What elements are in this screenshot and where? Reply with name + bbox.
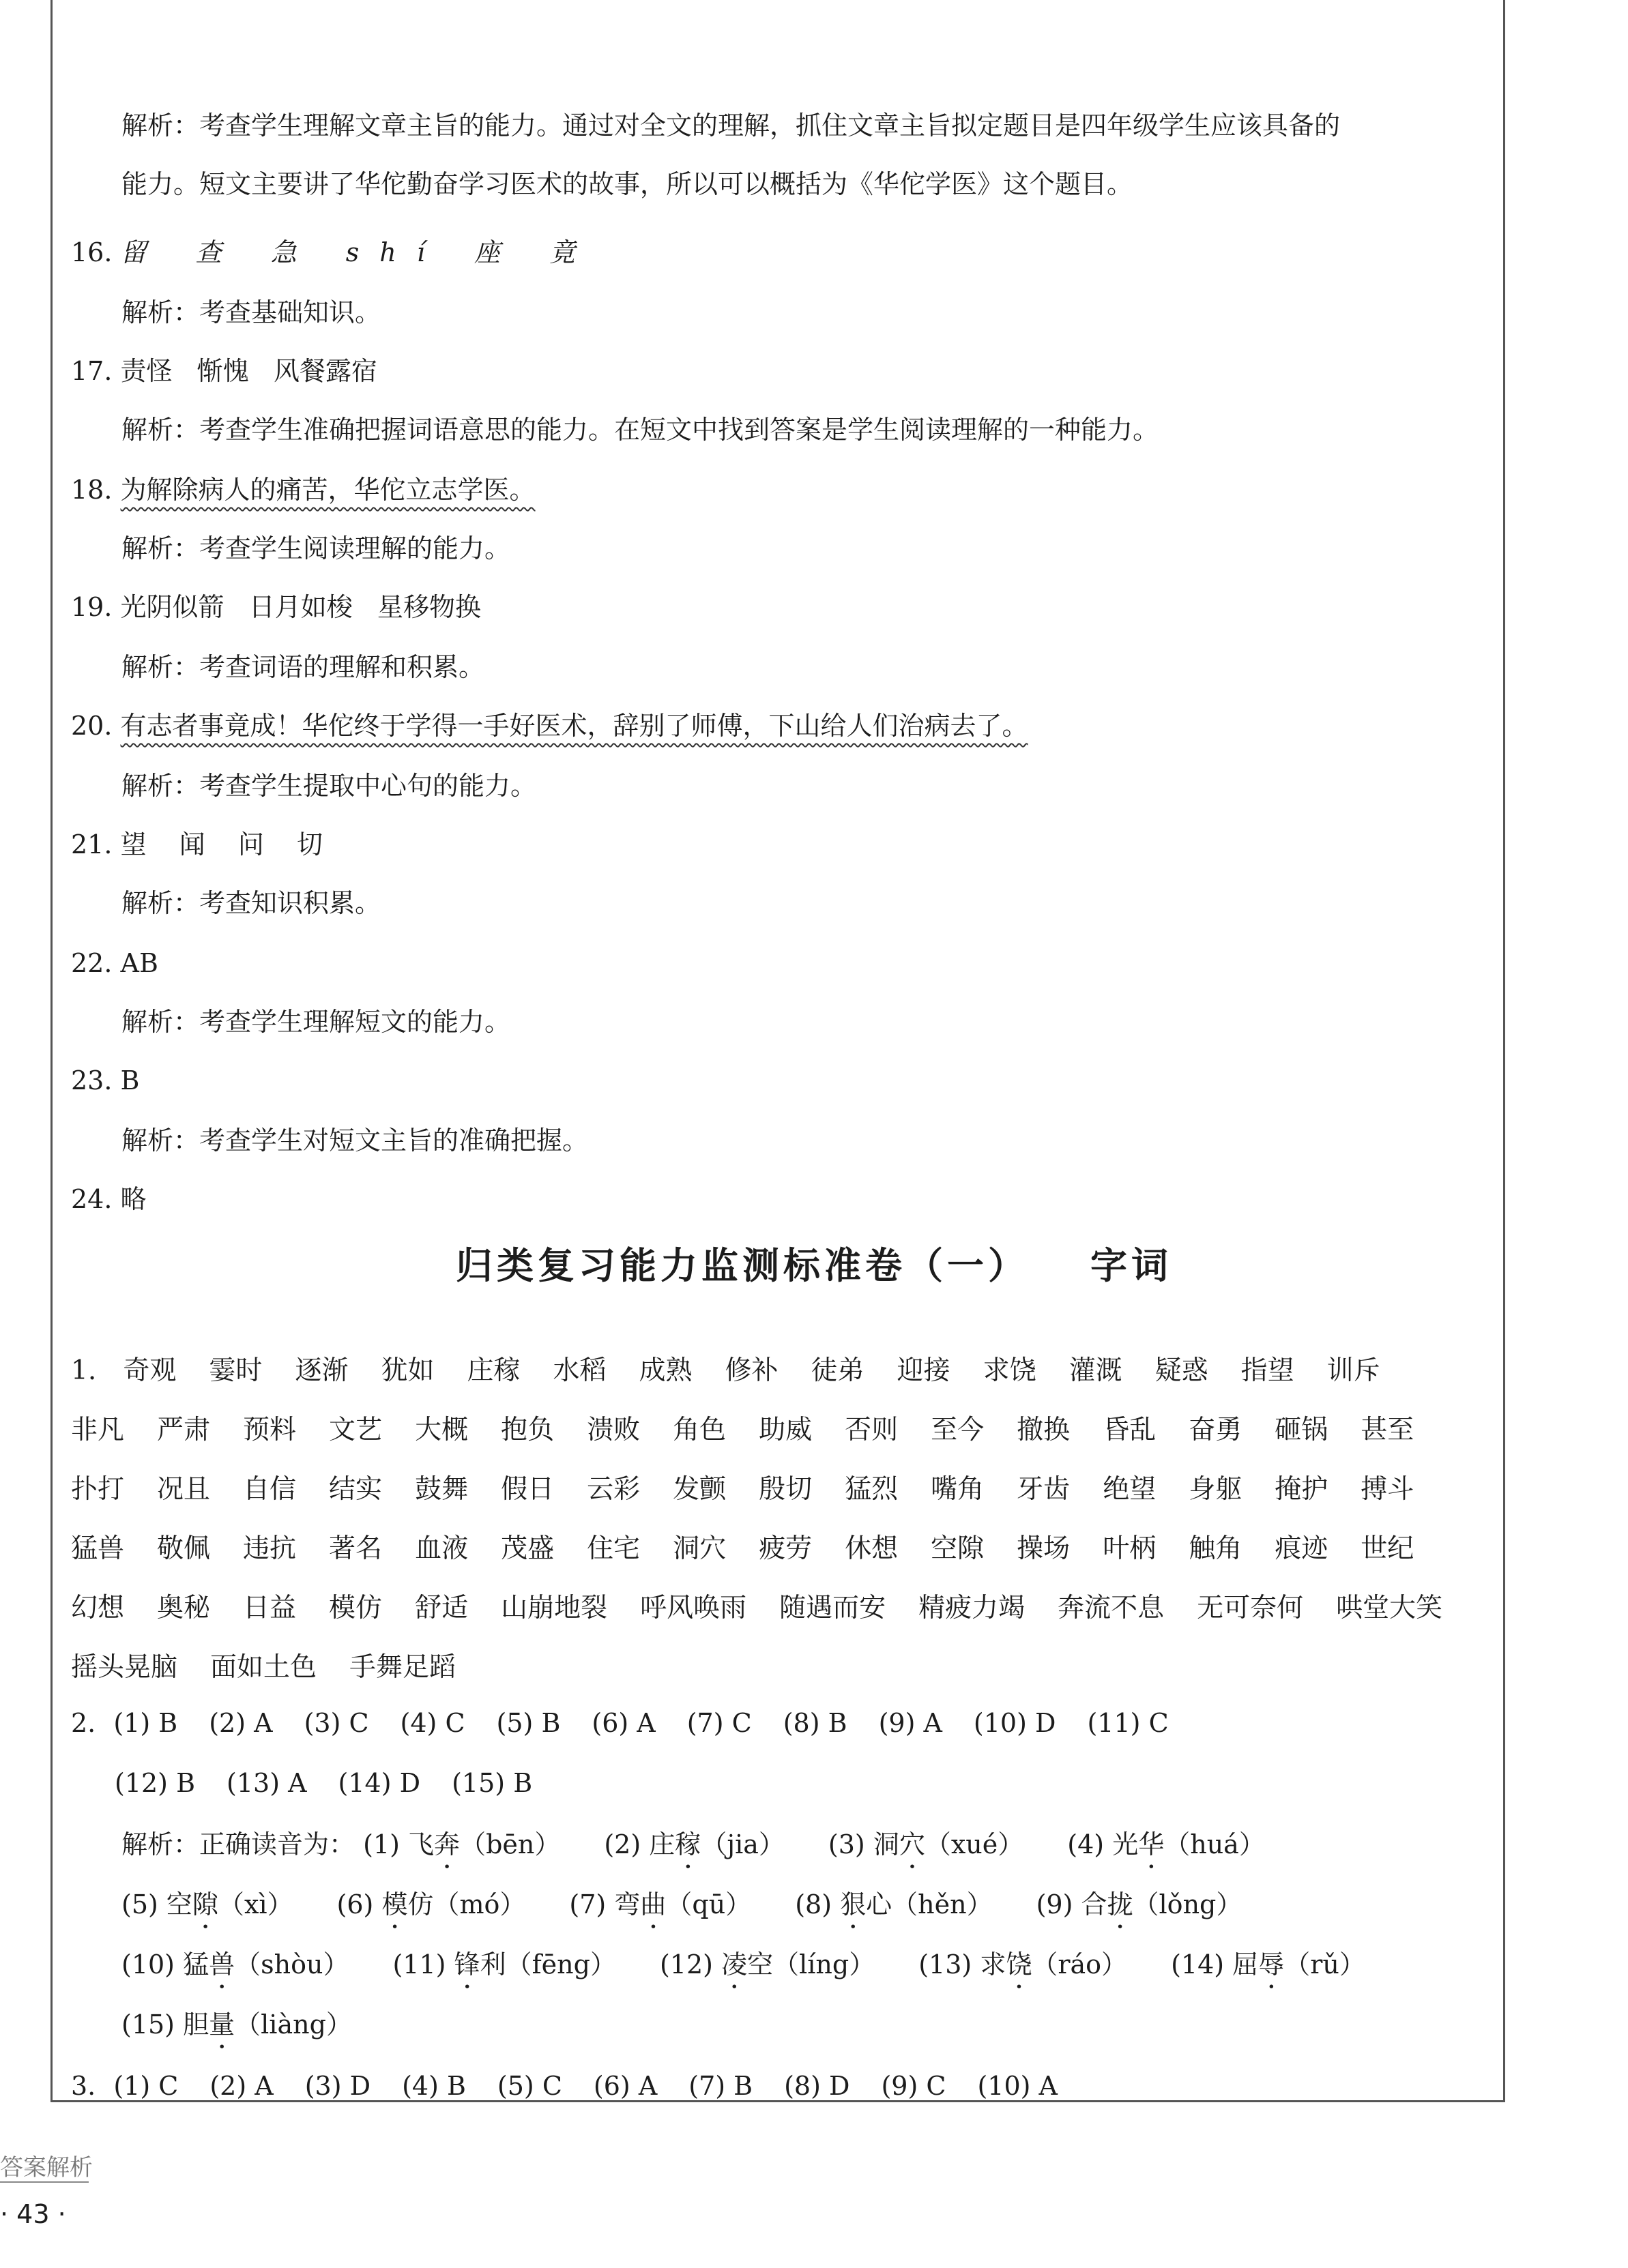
reading-char: 空 [747,1949,774,1979]
word-item: 敬佩 [157,1533,211,1564]
reading-char: 猛 [183,1949,209,1979]
word-item: 住宅 [587,1533,641,1564]
word-item: 模仿 [329,1593,383,1623]
reading-char: 飞 [408,1829,435,1859]
q22-answer: AB [120,948,158,978]
word-item: 预料 [243,1415,297,1445]
q3-answers [71,2068,1089,2104]
word-item: 无可奈何 [1197,1593,1304,1623]
word-item: 云彩 [587,1474,641,1505]
q19-line [71,589,481,625]
q24-line [71,1181,147,1217]
word-item: 舒适 [415,1593,469,1623]
reading-dotted-char: 锋 [454,1949,480,1979]
reading-char: 求 [980,1949,1006,1979]
reading-num: (4) [1067,1829,1105,1859]
word-item: 绝望 [1103,1474,1157,1505]
word-item: 犹如 [381,1355,435,1386]
reading-item [121,1994,352,2055]
q16-line [71,235,596,270]
q24-num: 24. [71,1184,113,1214]
reading-item [363,1814,560,1874]
word-item: 猛烈 [845,1474,899,1505]
q19-num: 19. [71,592,113,622]
reading-item [828,1814,1023,1874]
word-item: 严肃 [157,1415,211,1445]
word-item: 幻想 [71,1593,125,1623]
q2-answer: (10) D [973,1708,1056,1738]
q2-answer: (11) C [1087,1708,1169,1738]
word-item: 洞穴 [673,1533,727,1564]
reading-dotted-char: 拢 [1107,1889,1133,1919]
q3-answer: (4) B [402,2071,466,2101]
reading-item [121,1934,349,1994]
q17-analysis: 解析：考查学生准确把握词语意思的能力。在短文中找到答案是学生阅读理解的一种能力。 [121,415,1159,445]
word-item: 求饶 [983,1355,1036,1386]
word-item: 疑惑 [1154,1355,1208,1386]
q15-analysis-cont: 能力。短文主要讲了华佗勤奋学习医术的故事，所以可以概括为《华佗学医》这个题目。 [121,169,1133,199]
q2-num: 2. [71,1708,96,1738]
word-item: 助威 [759,1415,813,1445]
reading-pinyin: （jia） [701,1829,785,1859]
word-item: 修补 [725,1355,779,1386]
q18-answer: 为解除病人的痛苦，华佗立志学医。 [120,475,536,505]
q24-answer: 略 [120,1184,147,1214]
word-item: 牙齿 [1017,1474,1071,1505]
reading-dotted-char: 凌 [721,1949,748,1979]
q20-line [71,708,1028,743]
reading-num: (14) [1171,1949,1225,1979]
reading-item [121,1874,293,1934]
word-item: 手舞足蹈 [349,1652,456,1683]
word-item: 疲劳 [759,1533,813,1564]
reading-char: 仿 [407,1889,434,1919]
word-item: 逐渐 [295,1355,349,1386]
reading-item [337,1874,526,1934]
footer-label: 答案解析 [0,2154,93,2181]
word-item: 搏斗 [1361,1474,1414,1505]
word-item: 摇头晃脑 [71,1652,178,1683]
word-item: 大概 [415,1415,469,1445]
reading-dotted-char: 曲 [640,1889,667,1919]
reading-item [569,1874,751,1934]
word-item: 训斥 [1326,1355,1380,1386]
q2-answer: (8) B [783,1708,847,1738]
word-list [71,1341,1477,1697]
reading-dotted-char: 穴 [899,1829,925,1859]
word-item: 溃败 [587,1415,641,1445]
word-item: 奔流不息 [1058,1593,1165,1623]
reading-item [795,1874,992,1934]
q2-analysis [121,1814,1486,2055]
reading-num: (5) [121,1889,158,1919]
reading-dotted-char: 稼 [675,1829,701,1859]
reading-pinyin: （lǒng） [1133,1889,1242,1919]
word-item: 抱负 [501,1415,555,1445]
reading-item [1067,1814,1265,1874]
q23-analysis: 解析：考查学生对短文主旨的准确把握。 [121,1125,589,1155]
word-item: 文艺 [329,1415,383,1445]
word-item: 昏乱 [1103,1415,1157,1445]
q21-num: 21. [71,829,113,859]
q22-analysis: 解析：考查学生理解短文的能力。 [121,1007,511,1037]
reading-item [918,1934,1127,1994]
word-item: 血液 [415,1533,469,1564]
q16-num: 16. [71,237,113,267]
word-item: 精疲力竭 [918,1593,1026,1623]
reading-pinyin: （líng） [773,1949,875,1979]
reading-num: (12) [659,1949,713,1979]
q2-answers-row2 [115,1765,564,1801]
q2-answer: (9) A [878,1708,942,1738]
word-item: 灌溉 [1069,1355,1122,1386]
reading-dotted-char: 模 [381,1889,408,1919]
word-item: 日益 [243,1593,297,1623]
word-item: 殷切 [759,1474,813,1505]
reading-pinyin: （shòu） [235,1949,349,1979]
word-item: 甚至 [1361,1415,1414,1445]
q16-analysis: 解析：考查基础知识。 [121,297,381,327]
q18-line [71,472,536,507]
reading-num: (2) [604,1829,641,1859]
reading-char: 心 [866,1889,892,1919]
reading-pinyin: （qū） [666,1889,752,1919]
q2-answer: (5) B [496,1708,561,1738]
reading-char: 弯 [614,1889,641,1919]
word-item: 霎时 [209,1355,263,1386]
word-item: 痕迹 [1275,1533,1328,1564]
reading-pinyin: （xué） [925,1829,1024,1859]
reading-dotted-char: 兽 [209,1949,235,1979]
word-item: 否则 [845,1415,899,1445]
q2-answer: (7) C [686,1708,752,1738]
word-item: 猛兽 [71,1533,125,1564]
word-item: 奇观 [123,1355,177,1386]
word-item: 违抗 [243,1533,297,1564]
word-item: 至今 [931,1415,985,1445]
reading-num: (10) [121,1949,175,1979]
reading-dotted-char: 华 [1138,1829,1165,1859]
q20-num: 20. [71,711,113,741]
word-item: 非凡 [71,1415,125,1445]
reading-dotted-char: 隙 [192,1889,218,1919]
reading-dotted-char: 饶 [1006,1949,1032,1979]
q3-answer: (3) D [304,2071,371,2101]
reading-dotted-char: 狠 [840,1889,867,1919]
reading-char: 胆 [183,2009,209,2039]
q2-answer: (3) C [304,1708,369,1738]
footer-rule [0,2181,89,2183]
word-item: 著名 [329,1533,383,1564]
word-item: 砸锅 [1275,1415,1328,1445]
reading-num: (13) [918,1949,972,1979]
section-title-main: 归类复习能力监测标准卷（一） [456,1243,1029,1287]
q2-answer: (2) A [209,1708,273,1738]
reading-char: 庄 [649,1829,675,1859]
reading-pinyin: （huá） [1164,1829,1265,1859]
q23-num: 23. [71,1065,113,1095]
q3-num: 3. [71,2071,96,2101]
word-item: 掩护 [1275,1474,1328,1505]
q20-analysis: 解析：考查学生提取中心句的能力。 [121,771,537,801]
word-item: 山崩地裂 [501,1593,608,1623]
word-item: 迎接 [897,1355,950,1386]
q2-answer: (15) B [452,1768,533,1798]
word-item: 自信 [243,1474,297,1505]
q3-answer: (2) A [209,2071,274,2101]
q2-answer: (13) A [227,1768,307,1798]
word-item: 假日 [501,1474,555,1505]
word-item: 况且 [157,1474,211,1505]
q22-num: 22. [71,948,113,978]
q2-answer: (12) B [115,1768,196,1798]
reading-num: (6) [336,1889,374,1919]
word-item: 触角 [1189,1533,1242,1564]
reading-pinyin: （mó） [433,1889,526,1919]
word-list-num: 1. [71,1355,97,1386]
q3-answer: (10) A [977,2071,1058,2101]
word-item: 扑打 [71,1474,125,1505]
q17-answer: 责怪 惭愧 风餐露宿 [120,356,378,386]
reading-pinyin: （ráo） [1032,1949,1128,1979]
reading-pinyin: （hěn） [892,1889,993,1919]
word-item: 撤换 [1017,1415,1071,1445]
word-item: 鼓舞 [415,1474,469,1505]
section-title-sub: 字词 [1090,1243,1172,1287]
q3-answer: (8) D [784,2071,850,2101]
reading-pinyin: （bēn） [460,1829,561,1859]
q17-line [71,353,377,389]
q21-line [71,827,328,862]
reading-pinyin: （xì） [218,1889,293,1919]
word-item: 奋勇 [1189,1415,1242,1445]
word-item: 角色 [673,1415,727,1445]
reading-dotted-char: 奔 [434,1829,461,1859]
word-item: 操场 [1017,1533,1071,1564]
word-item: 成熟 [639,1355,693,1386]
q21-answer: 望 闻 问 切 [120,829,329,859]
q15-analysis: 解析：考查学生理解文章主旨的能力。通过对全文的理解，抓住文章主旨拟定题目是四年级学生应该具备的 [121,111,1341,141]
q2-answer: (6) A [592,1708,656,1738]
word-item: 叶柄 [1103,1533,1157,1564]
reading-pinyin: （rǔ） [1284,1949,1365,1979]
word-item: 哄堂大笑 [1336,1593,1443,1623]
reading-char: 洞 [873,1829,899,1859]
word-item: 呼风唤雨 [640,1593,747,1623]
word-item: 随遇而安 [779,1593,886,1623]
q23-answer: B [120,1065,140,1095]
word-item: 结实 [329,1474,383,1505]
reading-num: (7) [569,1889,607,1919]
reading-char: 屈 [1232,1949,1259,1979]
reading-item [1171,1934,1365,1994]
reading-pinyin: （fēng） [506,1949,616,1979]
q18-analysis: 解析：考查学生阅读理解的能力。 [121,533,511,563]
section-title [0,1241,1628,1289]
q16-answer: 留 查 急 shí 座 竟 [120,237,596,267]
reading-char: 合 [1081,1889,1107,1919]
word-item: 奥秘 [157,1593,211,1623]
q3-answer: (6) A [593,2071,658,2101]
reading-num: (1) [363,1829,400,1859]
word-item: 身躯 [1189,1474,1242,1505]
word-item: 休想 [845,1533,899,1564]
reading-num: (9) [1036,1889,1073,1919]
word-item: 水稻 [553,1355,607,1386]
reading-num: (11) [392,1949,446,1979]
reading-char: 光 [1112,1829,1139,1859]
word-item: 空隙 [931,1533,985,1564]
q21-analysis: 解析：考查知识积累。 [121,888,381,918]
reading-num: (15) [121,2009,175,2039]
reading-num: (3) [828,1829,865,1859]
reading-item [392,1934,616,1994]
q2-answer: (1) B [113,1708,178,1738]
q3-answer: (7) B [688,2071,753,2101]
q18-num: 18. [71,475,113,505]
q19-answer: 光阴似箭 日月如梭 星移物换 [120,592,482,622]
reading-item [660,1934,875,1994]
q22-line [71,945,158,981]
q23-line [71,1063,139,1098]
q17-num: 17. [71,356,113,386]
reading-char: 利 [480,1949,506,1979]
word-item: 庄稼 [467,1355,521,1386]
reading-dotted-char: 辱 [1258,1949,1285,1979]
q3-answer: (1) C [113,2071,179,2101]
q3-answer: (5) C [497,2071,562,2101]
reading-char: 空 [166,1889,192,1919]
word-item: 嘴角 [931,1474,985,1505]
reading-item [604,1814,785,1874]
q19-analysis: 解析：考查词语的理解和积累。 [121,652,485,682]
reading-num: (8) [795,1889,832,1919]
page-number: · 43 · [0,2199,66,2229]
word-item: 世纪 [1361,1533,1414,1564]
q2-analysis-label: 解析：正确读音为： [121,1829,355,1859]
reading-item [1036,1874,1242,1934]
word-item: 指望 [1240,1355,1294,1386]
reading-dotted-char: 量 [209,2009,235,2039]
reading-pinyin: （liàng） [235,2009,352,2039]
word-item: 面如土色 [210,1652,317,1683]
q3-answer: (9) C [881,2071,946,2101]
q2-answers-row1 [71,1705,1200,1741]
word-item: 发颤 [673,1474,727,1505]
word-item: 徒弟 [811,1355,864,1386]
q2-answer: (14) D [338,1768,421,1798]
q20-answer: 有志者事竟成！华佗终于学得一手好医术，辞别了师傅，下山给人们治病去了。 [120,711,1028,741]
q2-answer: (4) C [400,1708,465,1738]
word-item: 茂盛 [501,1533,555,1564]
